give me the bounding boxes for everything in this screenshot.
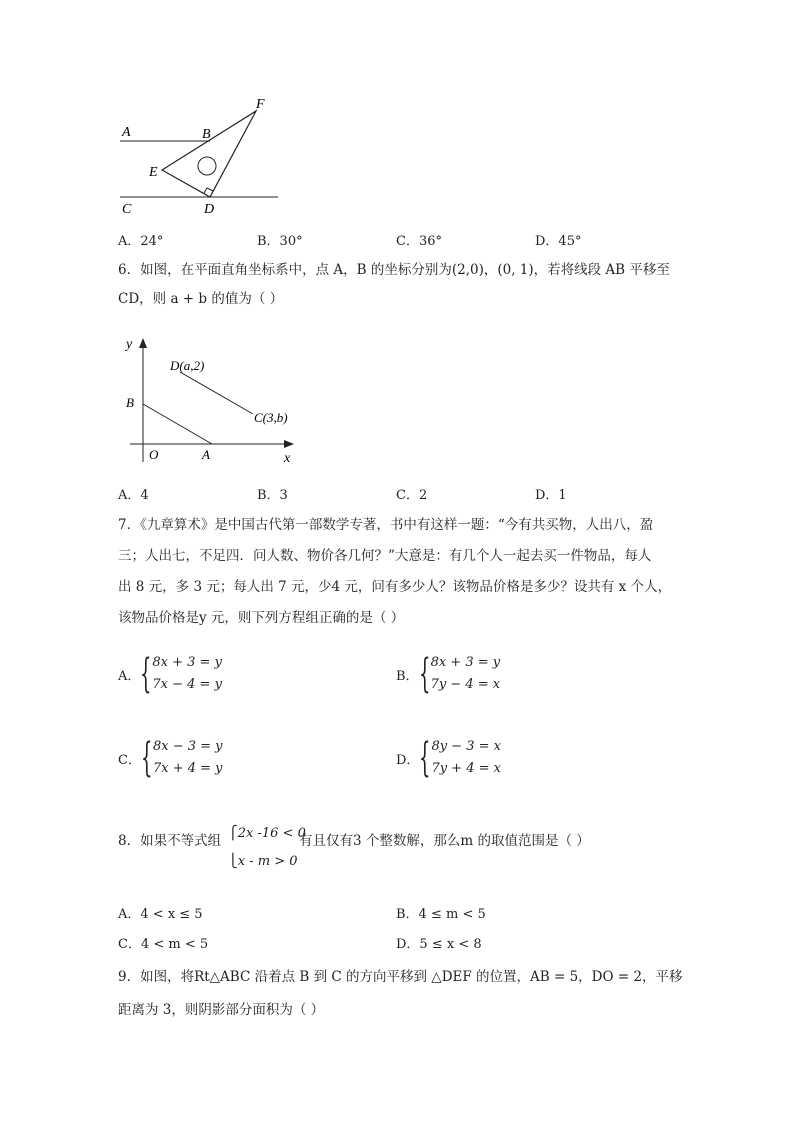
- label-d: D: [204, 202, 215, 217]
- label-c: C: [122, 202, 132, 217]
- q7-line-2: 三；人出七，不足四．问人数、物价各几何？”大意是：有几个人一起去买一件物品，每人: [118, 548, 652, 564]
- segment-ab: [143, 404, 212, 444]
- q7-line-1: 7．《九章算术》是中国古代第一部数学专著，书中有这样一题：“今有共买物，人出八，盈: [118, 517, 654, 533]
- point-b-label: B: [126, 395, 134, 410]
- label-e: E: [149, 165, 158, 180]
- brace: {: [419, 735, 431, 781]
- q5-figure: [110, 92, 290, 217]
- x-axis-arrow: [284, 440, 294, 448]
- brace-top: ⎧: [228, 826, 238, 841]
- axis-label-x: x: [284, 451, 291, 466]
- q8-inequality-1: [228, 826, 306, 841]
- q8-option-c[interactable]: C．4 < m < 5: [118, 937, 209, 952]
- equation-2: 7x + 4 = y: [152, 761, 223, 776]
- q8-suffix: 有且仅有3 个整数解，那么m 的取值范围是（ ）: [299, 833, 590, 849]
- q8-prefix: 8．如果不等式组: [118, 833, 222, 849]
- equation-1: 8x + 3 = y: [152, 655, 222, 670]
- option-label: A．: [118, 668, 141, 684]
- q9-line-2: 距离为 3，则阴影部分面积为（ ）: [118, 1002, 325, 1018]
- equation-1: 8y − 3 = x: [431, 739, 501, 754]
- q8-option-a[interactable]: A．4 < x ≤ 5: [118, 907, 203, 922]
- point-d-label: D(a,2): [170, 358, 205, 373]
- q5-option-b[interactable]: B．30°: [257, 234, 303, 249]
- q7-option-d[interactable]: [396, 736, 501, 780]
- q8-inequality-2: [228, 854, 298, 869]
- inequality-text: x - m > 0: [237, 854, 298, 869]
- option-label: B．: [396, 668, 419, 684]
- q6-option-a[interactable]: A．4: [118, 488, 149, 503]
- origin-label: O: [149, 447, 159, 462]
- label-b: B: [202, 127, 211, 142]
- y-axis-arrow: [139, 338, 147, 348]
- q9-line-1: 9．如图，将Rt△ABC 沿着点 B 到 C 的方向平移到 △DEF 的位置，AB = 5，DO = 2，平移: [118, 969, 683, 985]
- brace-bottom: ⎩: [228, 854, 238, 869]
- q7-line-3: 出 8 元，多 3 元；每人出 7 元，少4 元，问有多少人？该物品价格是多少？设共有 x 个人，: [118, 579, 672, 595]
- q5-option-d[interactable]: D．45°: [535, 234, 582, 249]
- option-label: C．: [118, 752, 141, 768]
- q6-line-2: CD，则 a + b 的值为（ ）: [118, 291, 284, 307]
- equation-2: 7y − 4 = x: [430, 677, 501, 692]
- equation-2: 7y + 4 = x: [431, 761, 501, 776]
- axis-label-y: y: [126, 337, 133, 352]
- q6-figure: [118, 332, 308, 467]
- brace: {: [140, 651, 152, 697]
- label-a: A: [122, 125, 131, 140]
- q7-option-b[interactable]: [396, 652, 500, 696]
- equation-1: 8x − 3 = y: [152, 739, 223, 754]
- circle-mark: [198, 157, 216, 175]
- q8-option-b[interactable]: B．4 ≤ m < 5: [396, 907, 486, 922]
- segment-cd: [180, 372, 253, 414]
- equation-2: 7x − 4 = y: [152, 677, 222, 692]
- right-angle-mark: [204, 188, 213, 193]
- q8-option-d[interactable]: D．5 ≤ x < 8: [396, 937, 482, 952]
- inequality-text: 2x -16 < 0: [237, 826, 306, 841]
- q6-option-c[interactable]: C．2: [396, 488, 428, 503]
- q6-option-d[interactable]: D．1: [535, 488, 567, 503]
- q7-option-a[interactable]: [118, 652, 222, 696]
- option-label: D．: [396, 752, 420, 768]
- equation-1: 8x + 3 = y: [430, 655, 501, 670]
- q6-option-b[interactable]: B．3: [257, 488, 288, 503]
- q7-option-c[interactable]: [118, 736, 223, 780]
- q5-option-c[interactable]: C．36°: [396, 234, 442, 249]
- brace: {: [418, 651, 431, 697]
- q5-option-a[interactable]: A．24°: [118, 234, 164, 249]
- triangle-efd: [162, 111, 256, 197]
- brace: {: [140, 735, 153, 781]
- point-c-label: C(3,b): [254, 410, 288, 425]
- label-f: F: [256, 97, 265, 112]
- point-a-label: A: [202, 447, 210, 462]
- q6-line-1: 6．如图，在平面直角坐标系中，点 A，B 的坐标分别为(2,0)，(0, 1)，若将线段 AB 平移至: [118, 262, 670, 278]
- q7-line-4: 该物品价格是y 元，则下列方程组正确的是（ ）: [118, 610, 405, 626]
